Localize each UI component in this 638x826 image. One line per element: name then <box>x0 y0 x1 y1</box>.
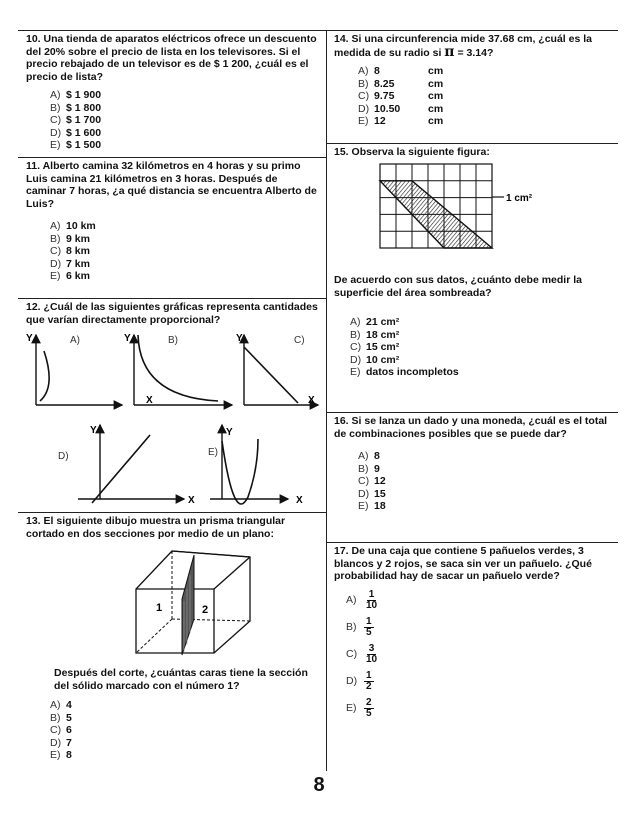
section-1-label: 1 <box>156 602 163 614</box>
axis-x-label: X <box>308 395 315 406</box>
section-2-label: 2 <box>202 604 209 616</box>
question-15 <box>326 144 618 413</box>
option-a[interactable]: A) 8 <box>358 450 380 463</box>
question-stem: Si una circunferencia mide 37.68 cm, ¿cuál es la medida de su radio si <box>334 33 592 59</box>
option-b[interactable]: B) 8.25 cm <box>358 77 444 90</box>
graph-label: B) <box>168 335 178 346</box>
question-stem: Una tienda de aparatos eléctricos ofrece un descuento del 20% sobre el precio de lista en los televisores. Si el precio rebajado de un televisor es de $ 1 200, ¿cuál es el precio de lista? <box>26 33 317 83</box>
option-e[interactable]: E) 6 km <box>50 270 90 283</box>
question-11 <box>18 158 326 299</box>
question-stem: Observa la siguiente figura: <box>351 146 490 158</box>
axis-x-label: X <box>296 495 303 506</box>
option-c[interactable]: C) $\frac{3}{10}$ <box>346 642 378 665</box>
option-c[interactable]: C) 9.75 cm <box>358 90 444 103</box>
options-list <box>50 89 320 152</box>
proportionality-graphs <box>22 329 322 509</box>
left-column <box>18 31 327 771</box>
question-14 <box>326 31 618 144</box>
question-number: 11. <box>26 160 41 172</box>
option-b[interactable]: B) 9 km <box>50 232 90 245</box>
axis-x-label: X <box>146 395 153 406</box>
option-b[interactable]: B) $\frac{1}{5}$ <box>346 615 372 638</box>
question-16 <box>326 413 618 543</box>
graph-label: E) <box>208 447 218 458</box>
question-number: 10. <box>26 33 41 45</box>
question-15-prompt: De acuerdo con sus datos, ¿cuánto debe medir la superficie del área sombreada? <box>334 274 582 299</box>
question-stem: ¿Cuál de las siguientes gráficas representa cantidades que varían directamente proporcional? <box>26 301 318 326</box>
option-d[interactable]: D) 7 km <box>50 257 90 270</box>
option-c[interactable]: C) 6 <box>50 724 72 736</box>
question-10 <box>18 31 326 158</box>
options-list <box>50 220 320 283</box>
graph-d[interactable] <box>58 425 195 506</box>
option-d[interactable]: D) 7 <box>50 736 72 749</box>
graph-e[interactable] <box>208 425 303 506</box>
axis-x-label: X <box>188 495 195 506</box>
option-e[interactable]: E) 8 <box>50 749 72 761</box>
pi-symbol: π <box>444 43 455 60</box>
option-b[interactable]: B) $ 1 800 <box>50 101 102 114</box>
option-e[interactable]: E) 12 cm <box>358 115 444 128</box>
options-list <box>350 316 459 379</box>
question-stem: El siguiente dibujo muestra un prisma triangular cortado en dos secciones por medio de un plano: <box>26 515 286 540</box>
axis-y-label: Y <box>226 427 233 438</box>
grid-figure <box>378 162 578 262</box>
option-d[interactable]: D) 10 cm² <box>350 353 400 366</box>
question-number: 16. <box>334 415 349 427</box>
axis-y-label: Y <box>90 425 97 436</box>
question-number: 13. <box>26 515 41 527</box>
option-b[interactable]: B) 9 <box>358 462 380 475</box>
options-list <box>358 450 612 513</box>
option-d[interactable]: D) $\frac{1}{2}$ <box>346 669 372 692</box>
axis-y-label: Y <box>26 333 33 344</box>
option-e[interactable]: E) datos incompletos <box>350 366 459 378</box>
graph-a[interactable] <box>26 333 122 405</box>
option-e[interactable]: E) $ 1 500 <box>50 139 102 152</box>
graph-b[interactable] <box>124 333 232 406</box>
option-d[interactable]: D) 15 <box>358 487 386 500</box>
question-13 <box>18 513 326 771</box>
option-d[interactable]: D) $ 1 600 <box>50 126 102 139</box>
option-c[interactable]: C) $ 1 700 <box>50 114 102 127</box>
question-number: 12. <box>26 301 41 313</box>
option-a[interactable]: A) $\frac{1}{10}$ <box>346 588 378 611</box>
graph-label: A) <box>70 335 80 346</box>
question-12 <box>18 299 326 513</box>
graph-label: D) <box>58 451 69 462</box>
right-column <box>326 31 618 771</box>
option-b[interactable]: B) 5 <box>50 711 72 724</box>
option-a[interactable]: A) 10 km <box>50 220 96 233</box>
option-a[interactable]: A) 4 <box>50 699 72 711</box>
option-e[interactable]: E) 18 <box>358 500 386 513</box>
fraction: $\frac{1}{5}$ <box>366 615 372 638</box>
option-a[interactable]: A) 8 cm <box>358 65 444 78</box>
option-a[interactable]: A) 21 cm² <box>350 316 400 328</box>
graph-c[interactable] <box>236 333 318 406</box>
options-list <box>358 65 612 128</box>
pi-value: = 3.14? <box>457 46 494 59</box>
exam-page <box>18 30 618 771</box>
option-c[interactable]: C) 15 cm² <box>350 341 400 353</box>
fraction: $\frac{2}{5}$ <box>366 696 372 719</box>
graph-label: C) <box>294 335 305 346</box>
axis-y-label: Y <box>124 333 131 344</box>
options-list <box>346 587 612 722</box>
option-e[interactable]: E) $\frac{2}{5}$ <box>346 696 372 719</box>
question-stem: De una caja que contiene 5 pañuelos verdes, 3 blancos y 2 rojos, se saca sin ver un pañuelo. ¿Qué probabilidad hay de sacar un pañuelo verde? <box>334 545 592 583</box>
option-d[interactable]: D) 10.50 cm <box>358 102 444 115</box>
fraction: $\frac{1}{2}$ <box>366 669 372 692</box>
question-number: 17. <box>334 545 349 557</box>
option-c[interactable]: C) 8 km <box>50 245 90 258</box>
option-a[interactable]: A) $ 1 900 <box>50 89 102 102</box>
question-17 <box>326 543 618 771</box>
question-stem: Alberto camina 32 kilómetros en 4 horas y su primo Luis camina 21 kilómetros en 3 horas. Después de caminar 7 horas, ¿a qué distancia se encuentra Alberto de Luis? <box>26 160 317 210</box>
axis-y-label: Y <box>236 333 243 344</box>
page-number: 8 <box>313 774 325 796</box>
option-c[interactable]: C) 12 <box>358 475 386 488</box>
question-13-prompt: Después del corte, ¿cuántas caras tiene la sección del sólido marcado con el número 1? <box>54 667 308 692</box>
fraction: $\frac{3}{10}$ <box>366 642 378 665</box>
grid-unit-label: 1 cm² <box>506 193 533 204</box>
option-b[interactable]: B) 18 cm² <box>350 328 400 341</box>
fraction: $\frac{1}{10}$ <box>366 588 378 611</box>
options-list <box>50 699 72 762</box>
question-number: 15. <box>334 146 349 158</box>
question-stem: Si se lanza un dado y una moneda, ¿cuál es el total de combinaciones posibles que se puede dar? <box>334 415 608 440</box>
triangular-prism-figure <box>134 549 254 659</box>
question-number: 14. <box>334 33 349 45</box>
